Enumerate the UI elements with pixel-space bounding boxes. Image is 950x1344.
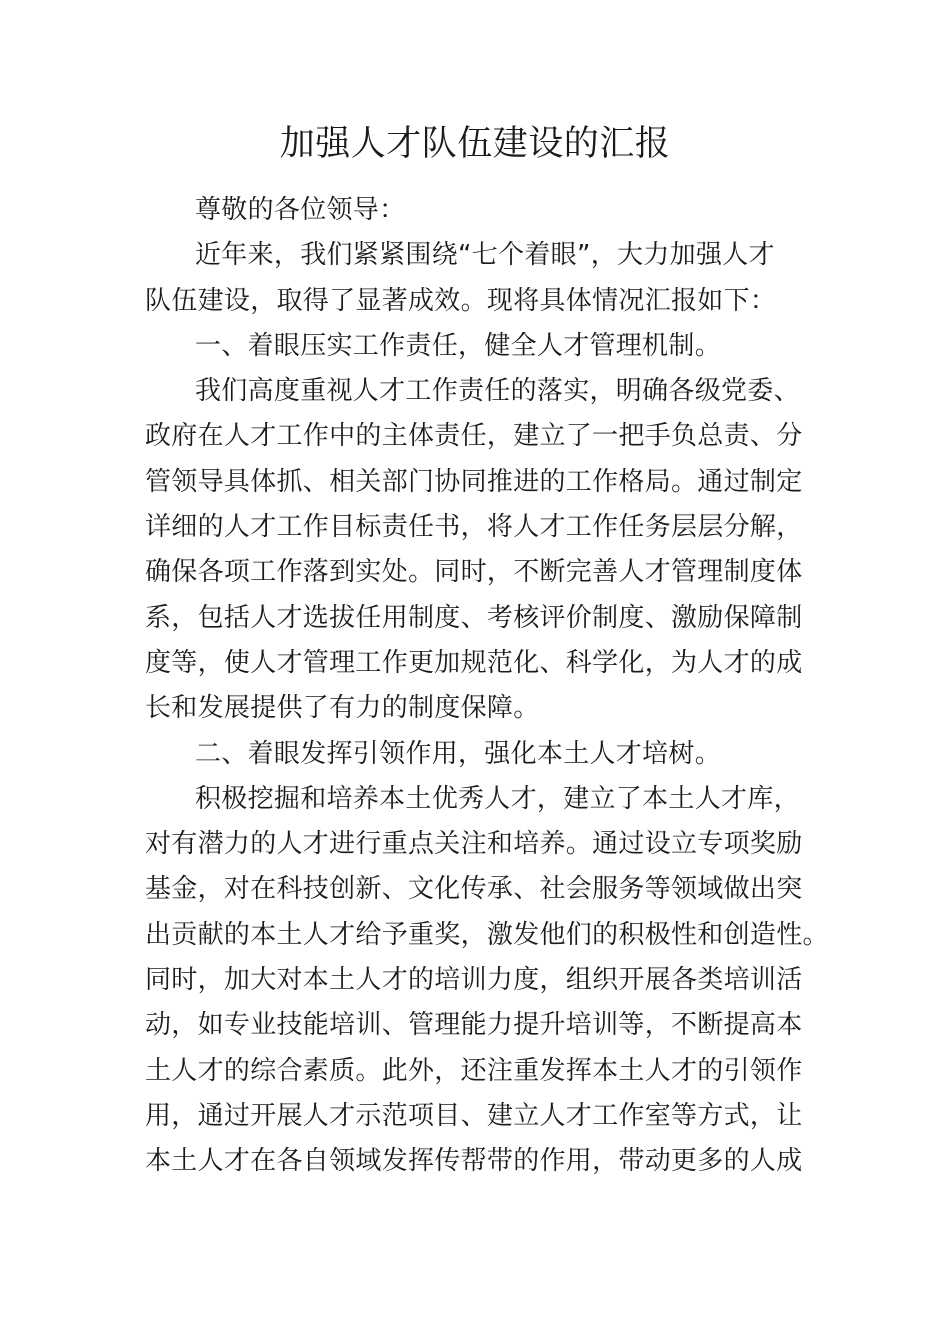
section-heading-2: 二、着眼发挥引领作用，强化本土人才培树。: [195, 738, 722, 769]
paragraph-line: 我们高度重视人才工作责任的落实，明确各级党委、: [195, 376, 800, 407]
paragraph-line: 基金，对在科技创新、文化传承、社会服务等领域做出突: [145, 874, 803, 905]
paragraph-line: 本土人才在各自领域发挥传帮带的作用，带动更多的人成: [145, 1146, 803, 1177]
paragraph-line: 同时，加大对本土人才的培训力度，组织开展各类培训活: [145, 965, 803, 996]
paragraph-line: 度等，使人才管理工作更加规范化、科学化，为人才的成: [145, 647, 803, 678]
paragraph-line: 用，通过开展人才示范项目、建立人才工作室等方式，让: [145, 1100, 803, 1131]
paragraph-line: 系，包括人才选拔任用制度、考核评价制度、激励保障制: [145, 602, 803, 633]
paragraph-line: 政府在人才工作中的主体责任，建立了一把手负总责、分: [145, 421, 803, 452]
paragraph-line: 详细的人才工作目标责任书，将人才工作任务层层分解，: [145, 512, 803, 543]
paragraph-line: 确保各项工作落到实处。同时，不断完善人才管理制度体: [145, 557, 803, 588]
section-heading-1: 一、着眼压实工作责任，健全人才管理机制。: [195, 330, 722, 361]
salutation-line: 尊敬的各位领导：: [195, 195, 406, 225]
paragraph-line: 土人才的综合素质。此外，还注重发挥本土人才的引领作: [145, 1055, 803, 1086]
paragraph-line: 队伍建设，取得了显著成效。现将具体情况汇报如下：: [145, 285, 777, 316]
paragraph-line: 对有潜力的人才进行重点关注和培养。通过设立专项奖励: [145, 829, 803, 860]
paragraph-line: 积极挖掘和培养本土优秀人才，建立了本土人才库，: [195, 783, 800, 814]
paragraph-line: 动，如专业技能培训、管理能力提升培训等，不断提高本: [145, 1010, 803, 1041]
paragraph-line: 管领导具体抓、相关部门协同推进的工作格局。通过制定: [145, 466, 803, 497]
paragraph-line: 近年来，我们紧紧围绕“七个着眼”，大力加强人才: [195, 240, 775, 271]
paragraph-line: 长和发展提供了有力的制度保障。: [145, 693, 540, 724]
paragraph-line: 出贡献的本土人才给予重奖，激发他们的积极性和创造性。: [145, 919, 829, 950]
document-title: 加强人才队伍建设的汇报: [279, 124, 671, 164]
document-body: [145, 188, 829, 1185]
